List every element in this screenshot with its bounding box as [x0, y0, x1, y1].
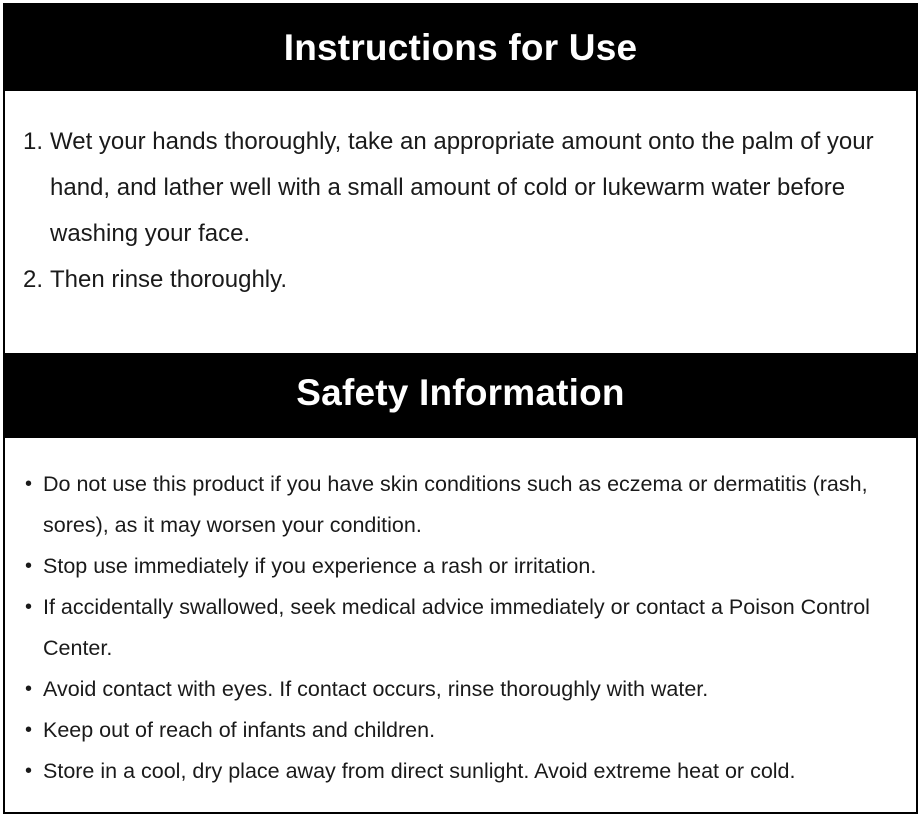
- instructions-list: [23, 119, 908, 303]
- step-number: 2.: [23, 266, 44, 293]
- bullet-icon: •: [25, 473, 33, 495]
- instruction-step: [23, 257, 908, 303]
- safety-title: Safety Information: [296, 372, 625, 413]
- safety-list: [25, 464, 906, 792]
- instructions-section: [5, 91, 916, 353]
- bullet-icon: •: [25, 760, 33, 782]
- safety-item: [25, 546, 906, 587]
- safety-section: [5, 438, 916, 809]
- safety-item: [25, 587, 906, 669]
- step-text: Wet your hands thoroughly, take an appropriate amount onto the palm of your hand, and lather well with a small amount of cold or lukewarm water before washing your face.: [50, 128, 874, 247]
- safety-item: [25, 464, 906, 546]
- step-text: Then rinse thoroughly.: [50, 266, 288, 293]
- bullet-icon: •: [25, 555, 33, 577]
- safety-item-text: Avoid contact with eyes. If contact occurs, rinse thoroughly with water.: [43, 677, 709, 701]
- safety-item-text: Stop use immediately if you experience a rash or irritation.: [43, 554, 597, 578]
- instructions-header: [5, 5, 916, 91]
- bullet-icon: •: [25, 719, 33, 741]
- safety-item-text: Keep out of reach of infants and children.: [43, 718, 436, 742]
- bullet-icon: •: [25, 678, 33, 700]
- safety-item-text: Store in a cool, dry place away from direct sunlight. Avoid extreme heat or cold.: [43, 759, 796, 783]
- safety-item: [25, 669, 906, 710]
- safety-item-text: If accidentally swallowed, seek medical advice immediately or contact a Poison Control Center.: [43, 595, 870, 660]
- safety-item: [25, 710, 906, 751]
- step-number: 1.: [23, 128, 44, 155]
- document-frame: [3, 3, 918, 814]
- instruction-step: [23, 119, 908, 257]
- bullet-icon: •: [25, 596, 33, 618]
- safety-header: [5, 353, 916, 438]
- instructions-title: Instructions for Use: [283, 27, 638, 68]
- safety-item: [25, 751, 906, 792]
- safety-item-text: Do not use this product if you have skin conditions such as eczema or dermatitis (rash, sores), as it may worsen your condition.: [43, 472, 868, 537]
